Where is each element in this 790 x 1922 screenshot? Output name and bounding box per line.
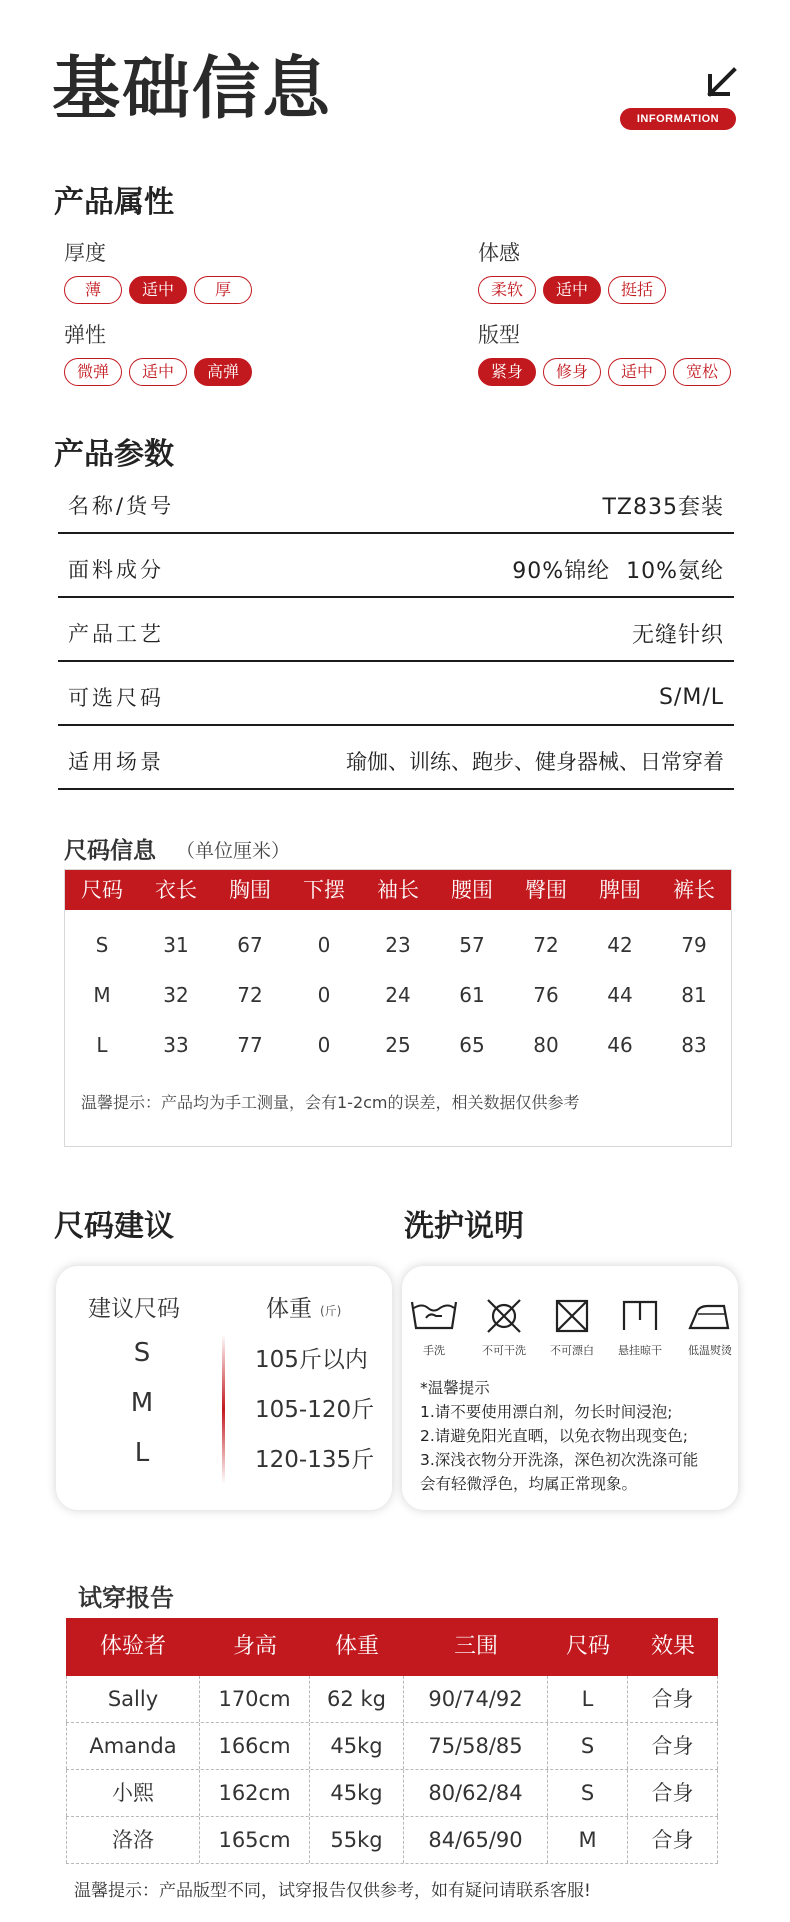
size-table-row — [65, 933, 731, 957]
tag-option-selected: 适中 — [129, 276, 187, 304]
care-label: 不可干洗 — [482, 1344, 526, 1357]
param-value: TZ835套装 — [602, 494, 724, 520]
hand-wash-icon — [408, 1296, 460, 1336]
attr-fit-label: 版型 — [478, 323, 520, 347]
recommend-size: S — [133, 1338, 151, 1368]
size-cell: 57 — [459, 933, 485, 957]
param-key: 名称/货号 — [68, 494, 175, 518]
trial-row — [66, 1676, 718, 1723]
param-key: 产品工艺 — [68, 622, 164, 646]
param-row — [58, 478, 734, 534]
tag-option-selected: 高弹 — [194, 358, 252, 386]
size-table-row — [65, 983, 731, 1007]
size-cell: 23 — [385, 933, 411, 957]
trial-row — [66, 1723, 718, 1770]
tag-option-selected: 紧身 — [478, 358, 536, 386]
size-header-cell: 袖长 — [377, 878, 419, 902]
size-cell: 72 — [237, 983, 263, 1007]
param-value: 瑜伽、训练、跑步、健身器械、日常穿着 — [346, 750, 724, 774]
trial-cell: S — [548, 1770, 628, 1816]
size-header-cell: 胸围 — [229, 878, 271, 902]
size-cell: 83 — [681, 1033, 707, 1057]
recommend-size: M — [130, 1388, 154, 1418]
size-info-title: 尺码信息 — [64, 838, 156, 864]
trial-cell: 165cm — [200, 1817, 310, 1863]
recommend-title: 尺码建议 — [54, 1209, 174, 1244]
trial-cell: 84/65/90 — [404, 1817, 548, 1863]
information-badge: INFORMATION — [620, 108, 736, 130]
hang-dry-icon — [614, 1296, 666, 1336]
size-table-row — [65, 1033, 731, 1057]
trial-cell: M — [548, 1817, 628, 1863]
size-cell: S — [95, 933, 109, 957]
size-cell: 31 — [163, 933, 189, 957]
attr-elasticity-options — [64, 358, 252, 386]
care-tip-line: 1.请不要使用漂白剂，勿长时间浸泡; — [420, 1403, 673, 1422]
trial-note: 温馨提示：产品版型不同，试穿报告仅供参考，如有疑问请联系客服! — [74, 1881, 591, 1901]
trial-header-cell: 身高 — [232, 1634, 277, 1659]
tag-option: 薄 — [64, 276, 122, 304]
care-label: 手洗 — [423, 1344, 445, 1357]
trial-cell: 80/62/84 — [404, 1770, 548, 1816]
tag-option: 适中 — [129, 358, 187, 386]
size-cell: 33 — [163, 1033, 189, 1057]
trial-table — [66, 1618, 718, 1864]
care-title: 洗护说明 — [404, 1209, 524, 1244]
size-cell: 79 — [681, 933, 707, 957]
param-row — [58, 606, 734, 662]
tag-option: 宽松 — [673, 358, 731, 386]
attributes-title: 产品属性 — [54, 185, 174, 220]
care-tip-line: *温馨提示 — [420, 1379, 490, 1397]
size-cell: 61 — [459, 983, 485, 1007]
size-cell: 46 — [607, 1033, 633, 1057]
trial-title: 试穿报告 — [78, 1584, 174, 1612]
trial-cell: 45kg — [310, 1723, 404, 1769]
size-cell: 80 — [533, 1033, 559, 1057]
page-title: 基础信息 — [52, 50, 333, 129]
trial-header-cell: 体验者 — [99, 1634, 166, 1659]
attr-fit-options — [478, 358, 731, 386]
trial-row — [66, 1817, 718, 1864]
param-key: 可选尺码 — [68, 686, 164, 710]
size-cell: 67 — [237, 933, 263, 957]
trial-cell: Amanda — [66, 1723, 200, 1769]
param-row — [58, 734, 734, 790]
arrow-down-left-icon — [704, 66, 738, 100]
care-tip-line: 3.深浅衣物分开洗涤，深色初次洗涤可能 — [420, 1451, 699, 1470]
recommend-weight-header: 体重 — [266, 1296, 312, 1322]
tag-option: 挺括 — [608, 276, 666, 304]
divider-line — [222, 1334, 225, 1484]
size-cell: 76 — [533, 983, 559, 1007]
size-header-cell: 裤长 — [673, 878, 715, 902]
param-value: 90%锦纶 10%氨纶 — [512, 558, 724, 584]
attr-feel-options — [478, 276, 666, 304]
param-value: 无缝针织 — [631, 622, 724, 648]
tag-option: 适中 — [608, 358, 666, 386]
trial-header-cell: 尺码 — [565, 1634, 610, 1659]
recommend-weight-unit: (斤) — [320, 1304, 342, 1318]
size-cell: 65 — [459, 1033, 485, 1057]
size-cell: 0 — [317, 933, 331, 957]
trial-cell: 合身 — [628, 1723, 718, 1769]
no-bleach-icon — [546, 1296, 598, 1336]
care-label: 悬挂晾干 — [618, 1344, 662, 1357]
recommend-weight: 105-120斤 — [255, 1397, 375, 1423]
tag-option: 厚 — [194, 276, 252, 304]
size-header-cell: 腰围 — [451, 878, 493, 902]
trial-cell: S — [548, 1723, 628, 1769]
size-cell: 81 — [681, 983, 707, 1007]
trial-header-cell: 效果 — [650, 1634, 695, 1659]
recommend-size: L — [134, 1438, 150, 1468]
size-table-header — [65, 870, 731, 910]
low-iron-icon — [684, 1296, 736, 1336]
trial-cell: 75/58/85 — [404, 1723, 548, 1769]
tag-option: 修身 — [543, 358, 601, 386]
care-tip-line: 2.请避免阳光直晒，以免衣物出现变色; — [420, 1427, 689, 1446]
tag-option-selected: 适中 — [543, 276, 601, 304]
size-table — [64, 869, 732, 1147]
attr-thickness-options — [64, 276, 252, 304]
size-header-cell: 尺码 — [81, 878, 123, 902]
attr-elasticity-label: 弹性 — [64, 323, 106, 347]
trial-table-header — [66, 1618, 718, 1676]
size-cell: 0 — [317, 983, 331, 1007]
param-value: S/M/L — [658, 684, 724, 710]
trial-header-cell: 体重 — [334, 1634, 379, 1659]
recommend-weight: 120-135斤 — [255, 1447, 375, 1473]
trial-cell: 合身 — [628, 1817, 718, 1863]
size-cell: M — [93, 983, 111, 1007]
care-label: 不可漂白 — [550, 1344, 594, 1357]
size-header-cell: 下摆 — [303, 878, 345, 902]
size-info-unit: （单位厘米） — [176, 840, 291, 862]
recommend-size-header: 建议尺码 — [88, 1296, 180, 1322]
param-key: 适用场景 — [68, 750, 164, 774]
size-cell: 42 — [607, 933, 633, 957]
param-row — [58, 670, 734, 726]
trial-cell: 洛洛 — [66, 1817, 200, 1863]
size-header-cell: 臀围 — [525, 878, 567, 902]
trial-cell: 170cm — [200, 1676, 310, 1722]
trial-cell: Sally — [66, 1676, 200, 1722]
trial-cell: 162cm — [200, 1770, 310, 1816]
no-tumble-dry-icon — [478, 1296, 530, 1336]
size-cell: 24 — [385, 983, 411, 1007]
size-cell: 25 — [385, 1033, 411, 1057]
recommend-weight: 105斤以内 — [255, 1347, 368, 1373]
tag-option: 微弹 — [64, 358, 122, 386]
params-title: 产品参数 — [54, 437, 174, 472]
care-label: 低温熨烫 — [688, 1344, 732, 1357]
attr-feel-label: 体感 — [478, 241, 520, 265]
size-cell: 72 — [533, 933, 559, 957]
size-cell: 0 — [317, 1033, 331, 1057]
trial-cell: L — [548, 1676, 628, 1722]
care-tips — [420, 1376, 734, 1496]
size-cell: 44 — [607, 983, 633, 1007]
trial-cell: 45kg — [310, 1770, 404, 1816]
size-cell: 77 — [237, 1033, 263, 1057]
trial-row — [66, 1770, 718, 1817]
size-cell: 32 — [163, 983, 189, 1007]
trial-cell: 62 kg — [310, 1676, 404, 1722]
trial-cell: 合身 — [628, 1676, 718, 1722]
attr-thickness-label: 厚度 — [64, 241, 106, 265]
trial-header-cell: 三围 — [453, 1634, 498, 1659]
size-note: 温馨提示：产品均为手工测量，会有1-2cm的误差，相关数据仅供参考 — [81, 1093, 580, 1112]
trial-cell: 55kg — [310, 1817, 404, 1863]
param-row — [58, 542, 734, 598]
trial-cell: 合身 — [628, 1770, 718, 1816]
param-key: 面料成分 — [68, 558, 164, 582]
tag-option: 柔软 — [478, 276, 536, 304]
size-header-cell: 脾围 — [599, 878, 641, 902]
trial-cell: 小熙 — [66, 1770, 200, 1816]
trial-cell: 166cm — [200, 1723, 310, 1769]
care-tip-line: 会有轻微浮色，均属正常现象。 — [420, 1475, 638, 1494]
size-cell: L — [96, 1033, 108, 1057]
size-header-cell: 衣长 — [155, 878, 197, 902]
trial-cell: 90/74/92 — [404, 1676, 548, 1722]
